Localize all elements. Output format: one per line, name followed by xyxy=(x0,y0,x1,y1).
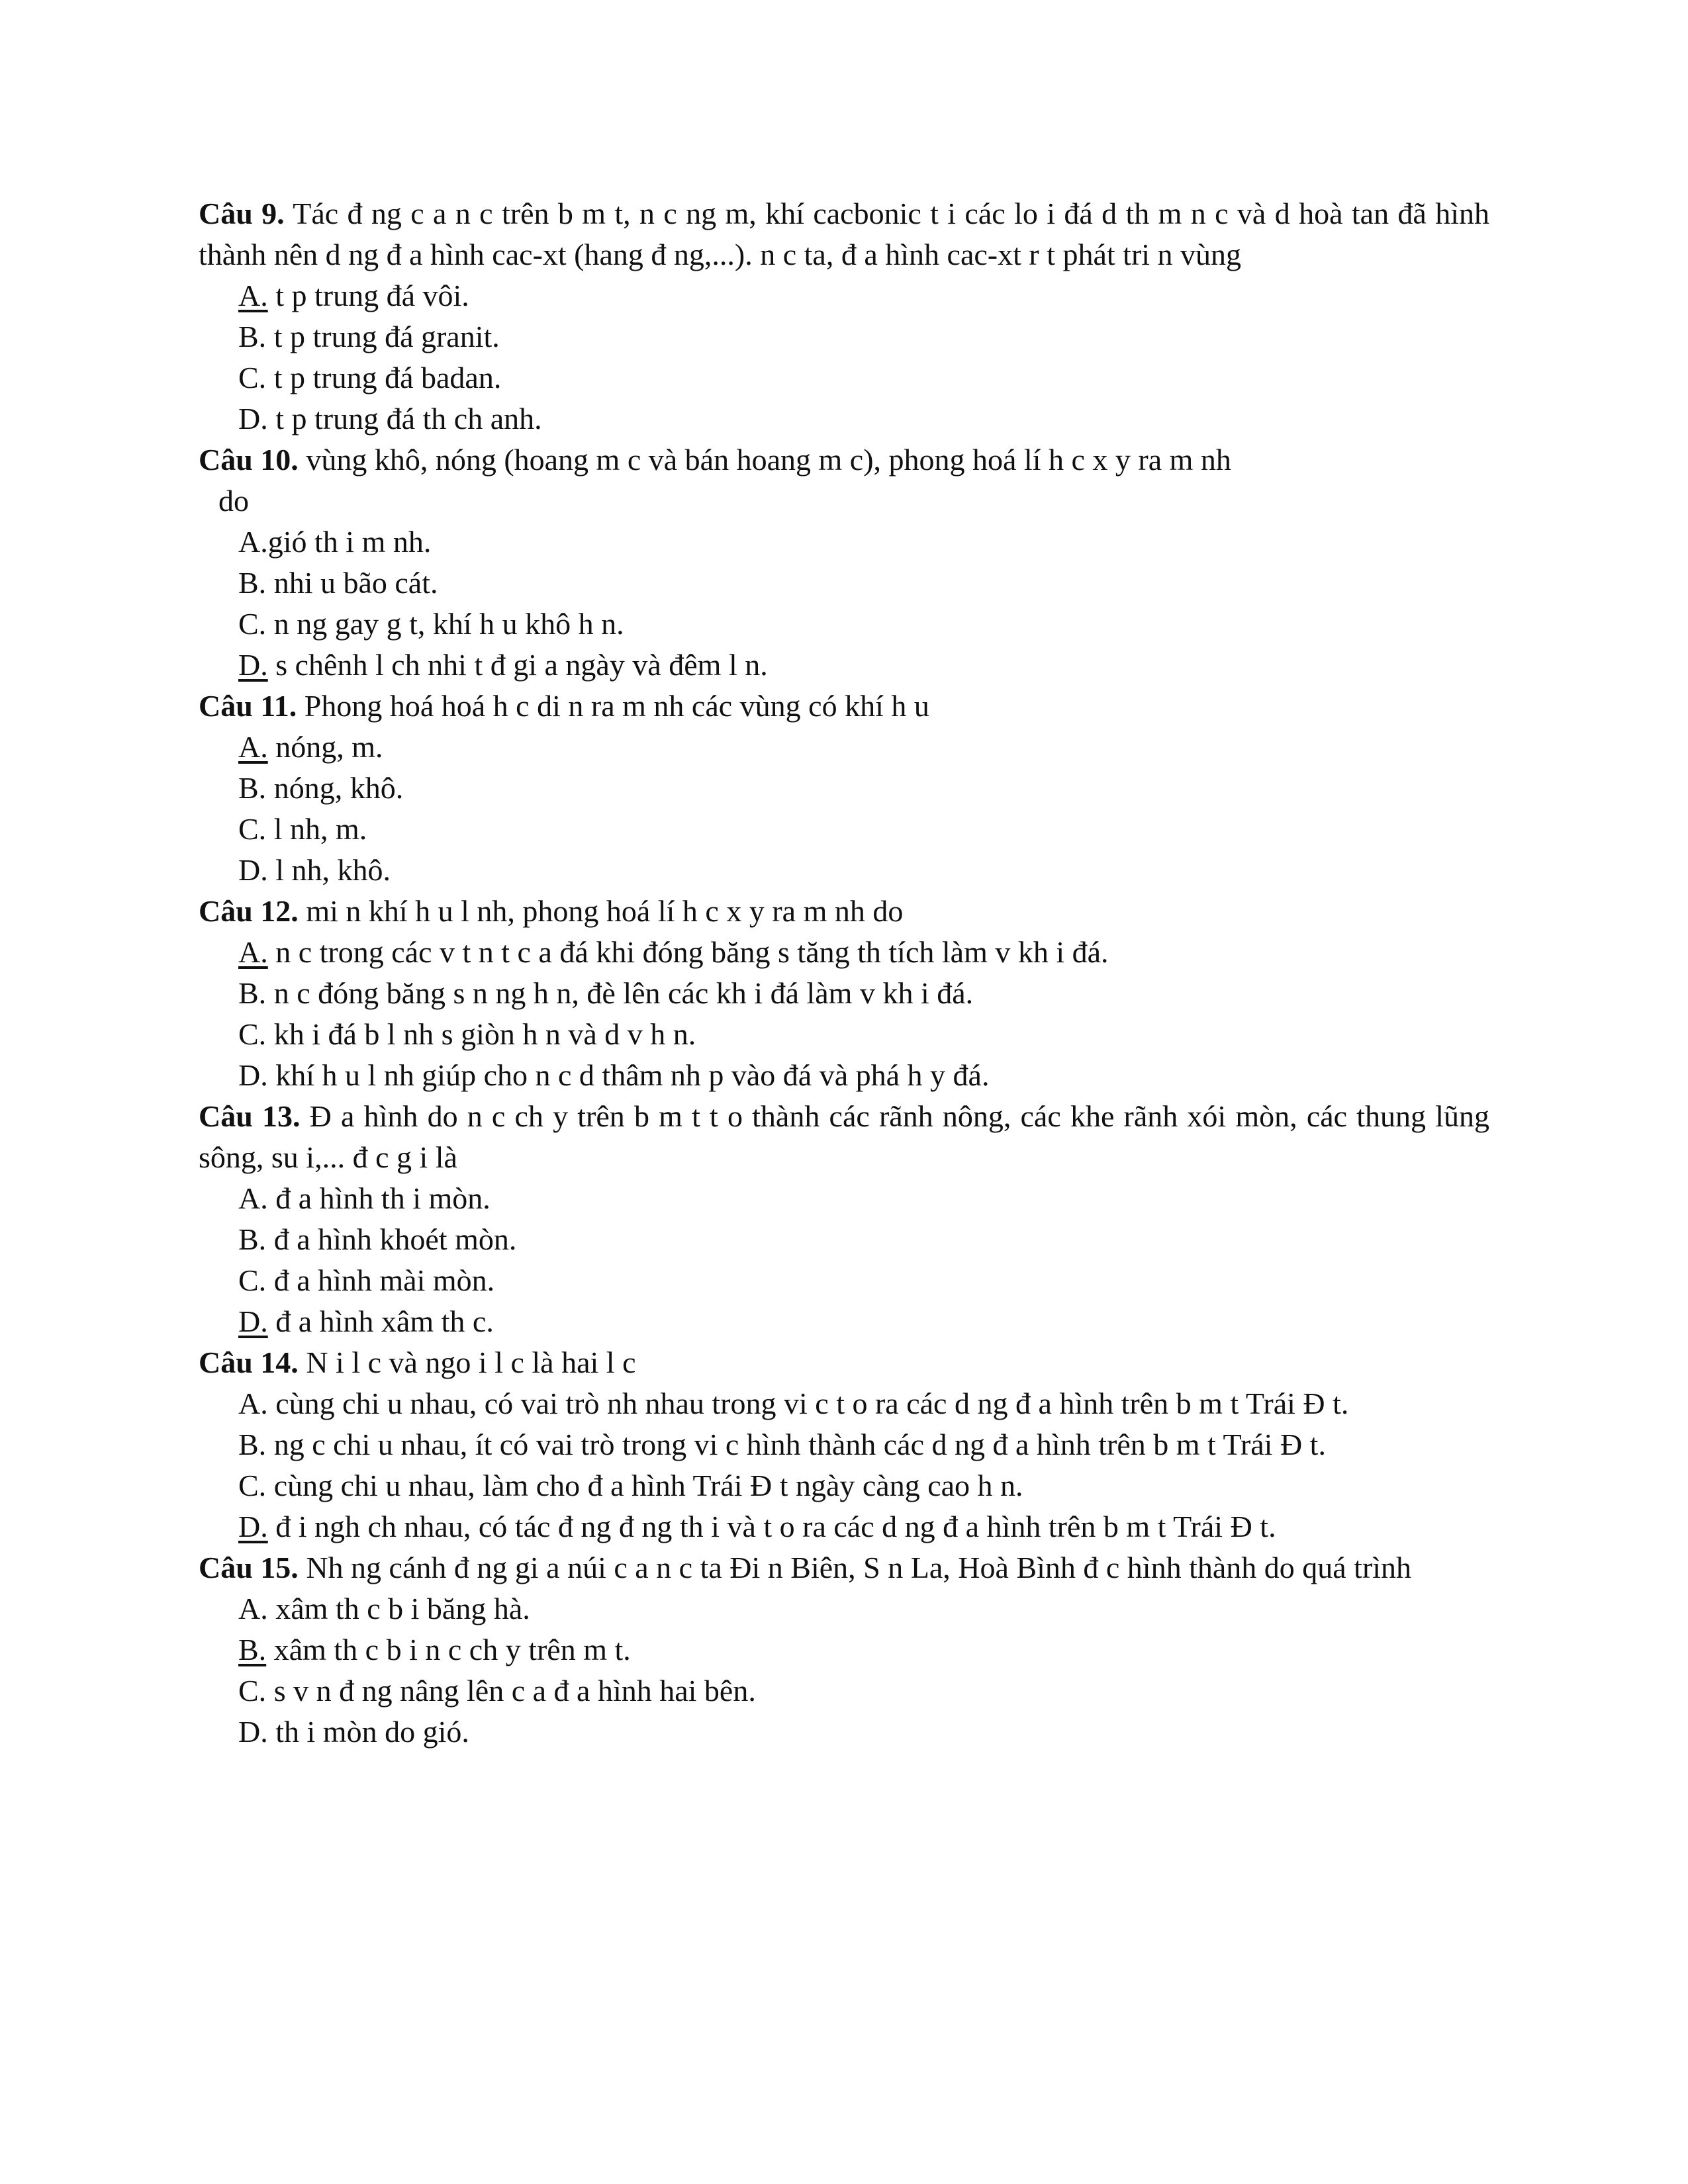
option-letter: D. xyxy=(238,648,268,682)
option-letter: B. xyxy=(238,976,267,1010)
option-text: đ a hình th i mòn. xyxy=(267,1181,491,1215)
question-number: Câu 11. xyxy=(199,689,297,723)
question-10 xyxy=(199,439,1489,686)
option-letter: D. xyxy=(238,1058,268,1092)
option-text: t p trung đá th ch anh. xyxy=(267,402,542,435)
option-d xyxy=(199,645,1489,686)
question-text: Đ a hình do n c ch y trên b m t t o thành các rãnh nông, các khe rãnh xói mòn, các thung lũng sông, su i,... đ c g i là xyxy=(199,1099,1489,1174)
option-d xyxy=(199,1711,1489,1752)
option-letter: D. xyxy=(238,853,268,887)
option-letter: B. xyxy=(238,771,267,805)
option-letter: A. xyxy=(238,730,268,764)
option-d xyxy=(199,1506,1489,1547)
option-letter: C. xyxy=(238,1017,267,1051)
option-text: t p trung đá granit. xyxy=(266,320,500,353)
question-text: mi n khí h u l nh, phong hoá lí h c x y ra m nh do xyxy=(298,894,904,928)
question-15 xyxy=(199,1547,1489,1752)
document-page xyxy=(199,193,1489,1752)
option-text: khí h u l nh giúp cho n c d thâm nh p vào đá và phá h y đá. xyxy=(267,1058,990,1092)
option-c xyxy=(199,1014,1489,1055)
option-letter: D. xyxy=(238,1715,268,1749)
option-text: s chênh l ch nhi t đ gi a ngày và đêm l n. xyxy=(267,648,768,682)
option-text: l nh, khô. xyxy=(267,853,391,887)
question-number: Câu 15. xyxy=(199,1551,299,1584)
option-letter: A. xyxy=(238,1592,268,1625)
option-text: t p trung đá badan. xyxy=(266,361,502,394)
question-number: Câu 9. xyxy=(199,197,285,230)
option-letter: C. xyxy=(238,1674,267,1707)
option-letter: D. xyxy=(238,1304,268,1338)
option-letter: C. xyxy=(238,361,267,394)
option-text: l nh, m. xyxy=(266,812,367,846)
question-text: vùng khô, nóng (hoang m c và bán hoang m c), phong hoá lí h c x y ra m nh xyxy=(306,443,1231,477)
option-a xyxy=(199,275,1489,316)
option-a xyxy=(199,1588,1489,1629)
option-a xyxy=(199,522,1489,563)
option-text: n c đóng băng s n ng h n, đè lên các kh i đá làm v kh i đá. xyxy=(266,976,974,1010)
option-b xyxy=(199,563,1489,604)
option-b xyxy=(199,768,1489,809)
option-text: xâm th c b i n c ch y trên m t. xyxy=(266,1633,631,1666)
option-text: đ a hình xâm th c. xyxy=(267,1304,494,1338)
question-11 xyxy=(199,686,1489,891)
option-text: nhi u bão cát. xyxy=(266,566,438,600)
question-text: Tác đ ng c a n c trên b m t, n c ng m, khí cacbonic t i các lo i đá d th m n c và d hoà tan đã hình thành nên d ng đ a hình cac-xt (hang đ ng,...). n c ta, đ a hình cac-xt r t phát tri n vùng xyxy=(199,197,1489,271)
option-letter: B. xyxy=(238,1633,267,1666)
option-letter: C. xyxy=(238,812,267,846)
question-number: Câu 12. xyxy=(199,894,299,928)
option-letter: D. xyxy=(238,1510,268,1543)
option-text: cùng chi u nhau, làm cho đ a hình Trái Đ t ngày càng cao h n. xyxy=(266,1469,1023,1502)
option-text: cùng chi u nhau, có vai trò nh nhau trong vi c t o ra các d ng đ a hình trên b m t Trái Đ t. xyxy=(267,1387,1349,1420)
question-11-stem xyxy=(199,686,1489,727)
option-a xyxy=(199,1383,1489,1424)
question-text: Nh ng cánh đ ng gi a núi c a n c ta Đi n Biên, S n La, Hoà Bình đ c hình thành do quá trình xyxy=(298,1551,1412,1584)
option-letter: B. xyxy=(238,566,267,600)
question-9-stem xyxy=(199,193,1489,275)
option-text: t p trung đá vôi. xyxy=(267,279,469,312)
option-text: ng c chi u nhau, ít có vai trò trong vi c hình thành các d ng đ a hình trên b m t Trái Đ t. xyxy=(266,1428,1326,1461)
option-c xyxy=(199,357,1489,398)
option-c xyxy=(199,1260,1489,1301)
option-text: đ a hình mài mòn. xyxy=(266,1263,495,1297)
question-13-stem xyxy=(199,1096,1489,1178)
option-text: xâm th c b i băng hà. xyxy=(267,1592,530,1625)
option-c xyxy=(199,809,1489,850)
question-text: Phong hoá hoá h c di n ra m nh các vùng có khí h u xyxy=(297,689,929,723)
question-text: N i l c và ngo i l c là hai l c xyxy=(298,1345,636,1379)
option-b xyxy=(199,973,1489,1014)
question-12 xyxy=(199,891,1489,1096)
option-b xyxy=(199,1629,1489,1670)
question-number: Câu 10. xyxy=(199,443,299,477)
question-10-stem xyxy=(199,439,1489,480)
option-b xyxy=(199,316,1489,357)
option-text: nóng, khô. xyxy=(266,771,404,805)
option-c xyxy=(199,1465,1489,1506)
option-letter: A. xyxy=(238,279,268,312)
option-d xyxy=(199,1301,1489,1342)
question-12-stem xyxy=(199,891,1489,932)
option-d xyxy=(199,1055,1489,1096)
question-15-stem xyxy=(199,1547,1489,1588)
question-number: Câu 13. xyxy=(199,1099,301,1133)
option-d xyxy=(199,398,1489,439)
question-9 xyxy=(199,193,1489,439)
option-letter: B. xyxy=(238,1428,267,1461)
option-letter: A. xyxy=(238,1387,268,1420)
option-letter: B. xyxy=(238,320,267,353)
option-a xyxy=(199,932,1489,973)
option-b xyxy=(199,1219,1489,1260)
option-c xyxy=(199,604,1489,645)
option-letter: A. xyxy=(238,935,268,969)
question-text-continuation: do xyxy=(218,484,249,518)
option-letter: A. xyxy=(238,1181,268,1215)
option-text: gió th i m nh. xyxy=(267,525,432,559)
option-letter: D. xyxy=(238,402,268,435)
option-text: nóng, m. xyxy=(267,730,383,764)
option-text: đ i ngh ch nhau, có tác đ ng đ ng th i và t o ra các d ng đ a hình trên b m t Trái Đ t. xyxy=(267,1510,1276,1543)
option-a xyxy=(199,727,1489,768)
question-number: Câu 14. xyxy=(199,1345,299,1379)
option-text: n ng gay g t, khí h u khô h n. xyxy=(266,607,624,641)
option-b xyxy=(199,1424,1489,1465)
question-14-stem xyxy=(199,1342,1489,1383)
option-text: th i mòn do gió. xyxy=(267,1715,469,1749)
option-c xyxy=(199,1670,1489,1711)
option-d xyxy=(199,850,1489,891)
option-text: đ a hình khoét mòn. xyxy=(266,1222,517,1256)
option-letter: B. xyxy=(238,1222,267,1256)
option-text: n c trong các v t n t c a đá khi đóng băng s tăng th tích làm v kh i đá. xyxy=(267,935,1109,969)
option-letter: C. xyxy=(238,1263,267,1297)
question-14 xyxy=(199,1342,1489,1547)
option-letter: C. xyxy=(238,607,267,641)
option-text: kh i đá b l nh s giòn h n và d v h n. xyxy=(266,1017,696,1051)
option-text: s v n đ ng nâng lên c a đ a hình hai bên. xyxy=(266,1674,756,1707)
question-13 xyxy=(199,1096,1489,1342)
option-a xyxy=(199,1178,1489,1219)
option-letter: C. xyxy=(238,1469,267,1502)
option-letter: A. xyxy=(238,525,268,559)
